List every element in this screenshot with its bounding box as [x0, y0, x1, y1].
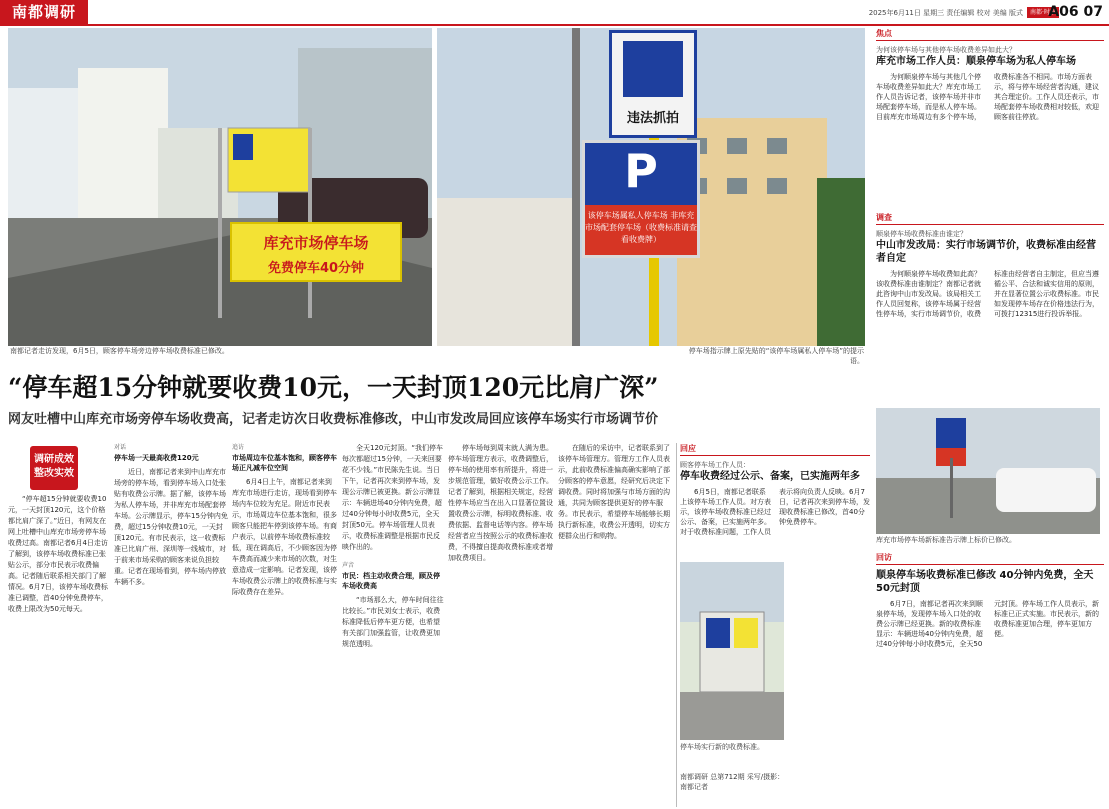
revisit-tag: 回访 — [876, 552, 1104, 565]
revisit-block — [876, 552, 1104, 809]
column3-heading — [342, 561, 444, 591]
survey-title: 中山市发改局：实行市场调节价，收费标准由经营者自定 — [876, 240, 1096, 264]
free-parking-sign-line1: 库充市场停车场 — [263, 234, 369, 252]
column3-title: 市民：档主动收费合理，顾及停车场收费高 — [342, 572, 440, 590]
article-column-1 — [114, 443, 228, 807]
response-title: 停车收费经过公示、备案，已实施两年多 — [680, 471, 860, 482]
column-divider — [676, 443, 677, 807]
photo-parking-lot-street — [8, 28, 432, 346]
survey-body — [876, 269, 1104, 369]
column4-paragraph: 停车场每到周末就人满为患。停车场管理方表示，收费调整后，停车场的使用率有所提升，将进一步规范管理，做好收费公示工作。记者了解到，根据相关规定，经营性停车场应当在出入口显著位置设置收费公示牌，标明收费标准、收费依据、监督电话等内容。停车场经营者应当按照公示的收费标准收费，不得擅自提高收费标准或者增加收费项目。 — [448, 444, 553, 562]
column5-paragraph: 在随后的采访中，记者联系到了该停车场管理方。管理方工作人员表示，此前收费标准偏高确实影响了部分顾客的停车意愿，经研究后决定下调收费。同时将加强与市场方面的沟通，共同为顾客提供更好的停车服务。市民表示，希望停车场能够长期执行新标准，收费公开透明，切实方便群众出行和购物。 — [558, 444, 670, 540]
masthead — [0, 0, 1109, 26]
photo-parking-entrance — [876, 408, 1100, 534]
photo-parking-signs — [437, 28, 865, 346]
parking-p-icon: P — [624, 144, 658, 198]
photo4-caption: 库充市场停车场新标准告示牌上标价已修改。 — [876, 536, 1016, 544]
column-badge: 调研成效 整改实效 — [30, 446, 78, 490]
article-column-5 — [558, 443, 672, 807]
focus-title: 库充市场工作人员：顺泉停车场为私人停车场 — [876, 56, 1076, 67]
survey-paragraph: 为何顺泉停车场收费如此高？该收费标准由谁制定？南都记者就此咨询中山市发改局。该局相关工作人员回复称，该停车场属于经营性停车场，实行市场调节价，收费标准由经营者自主制定，但应当遵循公平、合法和诚实信用的原则，并在显著位置公示收费标准。市民如发现停车场存在价格违法行为，可拨打12315进行投诉举报。 — [876, 270, 1099, 318]
survey-tag: 调查 — [876, 212, 1104, 225]
free-parking-sign-line2: 免费停车40分钟 — [267, 261, 365, 276]
article-column-4 — [448, 443, 554, 807]
brand-logo: 南都调研 — [0, 0, 88, 24]
column2-heading — [232, 443, 338, 473]
response-tag: 回应 — [680, 443, 870, 456]
private-parking-notice: 该停车场属私人停车场 非库充市场配套停车场（收费标准请查看收费牌） — [585, 205, 697, 255]
main-headline: “停车超15分钟就要收费10元，一天封顶120元比肩广深” — [8, 373, 659, 402]
focus-kicker: 为何该停车场与其他停车场收费差异如此大？ — [876, 46, 1016, 54]
right-sidebar — [876, 28, 1104, 369]
survey-kicker: 顺泉停车场收费标准由谁定？ — [876, 230, 967, 238]
column3-paragraph: 全天120元封顶。“我们停车每次都超过15分钟，一天来回要花不少钱。”市民陈先生说。当日下午，记者再次来到停车场，发现公示牌已被更换。新公示牌显示：车辆进场40分钟内免费，超过40分钟每小时收费5元，全天封顶50元。停车场管理人员表示，收费标准调整是根据市民反映作出的。 — [342, 444, 443, 551]
capture-sign-text: 违法抓拍 — [626, 111, 679, 126]
column3-kicker: 声音 — [342, 562, 355, 569]
page-number: A06 07 — [1048, 4, 1103, 20]
response-block — [680, 443, 870, 563]
photo4-illustration — [876, 408, 1100, 534]
response-paragraph: 6月5日，南都记者联系上该停车场工作人员。对方表示，该停车场收费标准已经过公示、备案，已实施两年多。对于收费标准问题，工作人员表示将向负责人反映。6月7日，记者再次来到停车场，发现收费标准已修改，首40分钟免费停车。 — [680, 488, 870, 536]
capture-sign — [609, 30, 697, 138]
column3-paragraph-2: “市场那么大，停车时间往往比较长。”市民刘女士表示，收费标准降低后停车更方便，也希望有关部门加强监管，让收费更加规范透明。 — [342, 596, 444, 648]
photo3-illustration — [680, 562, 784, 740]
masthead-meta: 2025年6月11日 星期三 责任编辑 校对 美编 版式 — [868, 9, 1023, 17]
article-lead — [8, 494, 111, 807]
focus-paragraph: 为何顺泉停车场与其他几个停车场收费差异如此大？库充市场工作人员告诉记者，该停车场并非市场配套停车场，而是私人停车场。目前库充市场周边有多个停车场，收费标准各不相同。市场方面表示，将与停车场经营者沟通，建议其合理定价。工作人员还表示，市场配套停车场收费相对较低，欢迎顾客前往停放。 — [876, 73, 1099, 121]
revisit-paragraph: 6月7日，南都记者再次来到顺泉停车场，发现停车场入口处的收费公示牌已经更换。新的收费标准显示：车辆进场40分钟内免费，超过40分钟每小时收费5元，全天50元封顶。停车场工作人员表示，新标准已正式实施。市民表示，新的收费标准更加合理，停车更加方便。 — [876, 600, 1099, 648]
article-column-2 — [232, 443, 338, 807]
footer-credit: 南都调研 总第712期 采写/摄影：南都记者 — [680, 773, 785, 791]
column2-kicker: 追访 — [232, 444, 245, 451]
sub-headline: 网友吐槽中山库充市场旁停车场收费高，记者走访次日收费标准修改，中山市发改局回应该停车场实行市场调节价 — [8, 412, 659, 427]
private-parking-sign — [582, 140, 700, 258]
column1-kicker: 对话 — [114, 444, 127, 451]
response-body — [680, 487, 870, 563]
focus-tag: 焦点 — [876, 28, 1104, 41]
lead-paragraph: “停车超15分钟就要收费10元，一天封顶120元，这个价格都比肩广深了。”近日，有网友在网上吐槽中山库充市场旁停车场收费过高。南都记者6月4日走访了解到，该停车场收费标准已张贴公示，部分市民表示收费偏高。记者随后联系相关部门了解情况。6月7日，该停车场收费标准已调整，首40分钟免费停车，收费上限改为50元每天。 — [8, 495, 108, 613]
article-column-3 — [342, 443, 444, 807]
column2-title: 市场周边车位基本饱和，顾客停车场正凡减车位空间 — [232, 454, 337, 472]
column1-heading — [114, 443, 228, 463]
column1-title: 停车场一天最高收费120元 — [114, 454, 199, 462]
camera-icon — [623, 41, 683, 97]
photo1-illustration — [8, 28, 432, 346]
revisit-body — [876, 599, 1104, 809]
free-parking-sign — [230, 222, 402, 282]
column1-paragraph: 近日，南都记者来到中山库充市场旁的停车场，看到停车场入口处张贴有收费公示牌。据了解，该停车场为私人停车场，并非库充市场配套停车场。公示牌显示，停车15分钟内免费，超过15分钟收费10元，一天封顶120元。有市民表示，这一收费标准已比肩广州、深圳等一线城市，对于前来市场采购的顾客来说负担较重。记者在现场看到，停车场内停放车辆不多。 — [114, 468, 228, 586]
photo-new-fee-sign — [680, 562, 784, 740]
photo3-caption: 停车场实行新的收费标准。 — [680, 743, 764, 751]
response-kicker: 顾客停车场工作人员： — [680, 461, 750, 469]
section-tag: 南都·时事 — [1027, 7, 1059, 18]
photo2-caption: 停车场指示牌上原先贴的“该停车场属私人停车场”的提示语。 — [688, 347, 864, 365]
photo1-caption: 南都记者走访发现，6月5日，顾客停车场旁边停车场收费标准已修改。 — [10, 347, 229, 355]
focus-body — [876, 72, 1104, 204]
column2-paragraph: 6月4日上午，南都记者来到库充市场进行走访，现场看到停车场内车位较为充足。附近市民表示，市场周边车位基本饱和，很多顾客只能把车停到该停车场。有商户表示，以前停车场收费标准较低，现在调高后，不少顾客因为停车费高而减少来市场的次数，对生意造成一定影响。记者发现，该停车场收费公示牌上的收费标准与实际收费存在差异。 — [232, 478, 337, 596]
revisit-title: 顺泉停车场收费标准已修改 40分钟内免费，全天50元封顶 — [876, 570, 1094, 594]
